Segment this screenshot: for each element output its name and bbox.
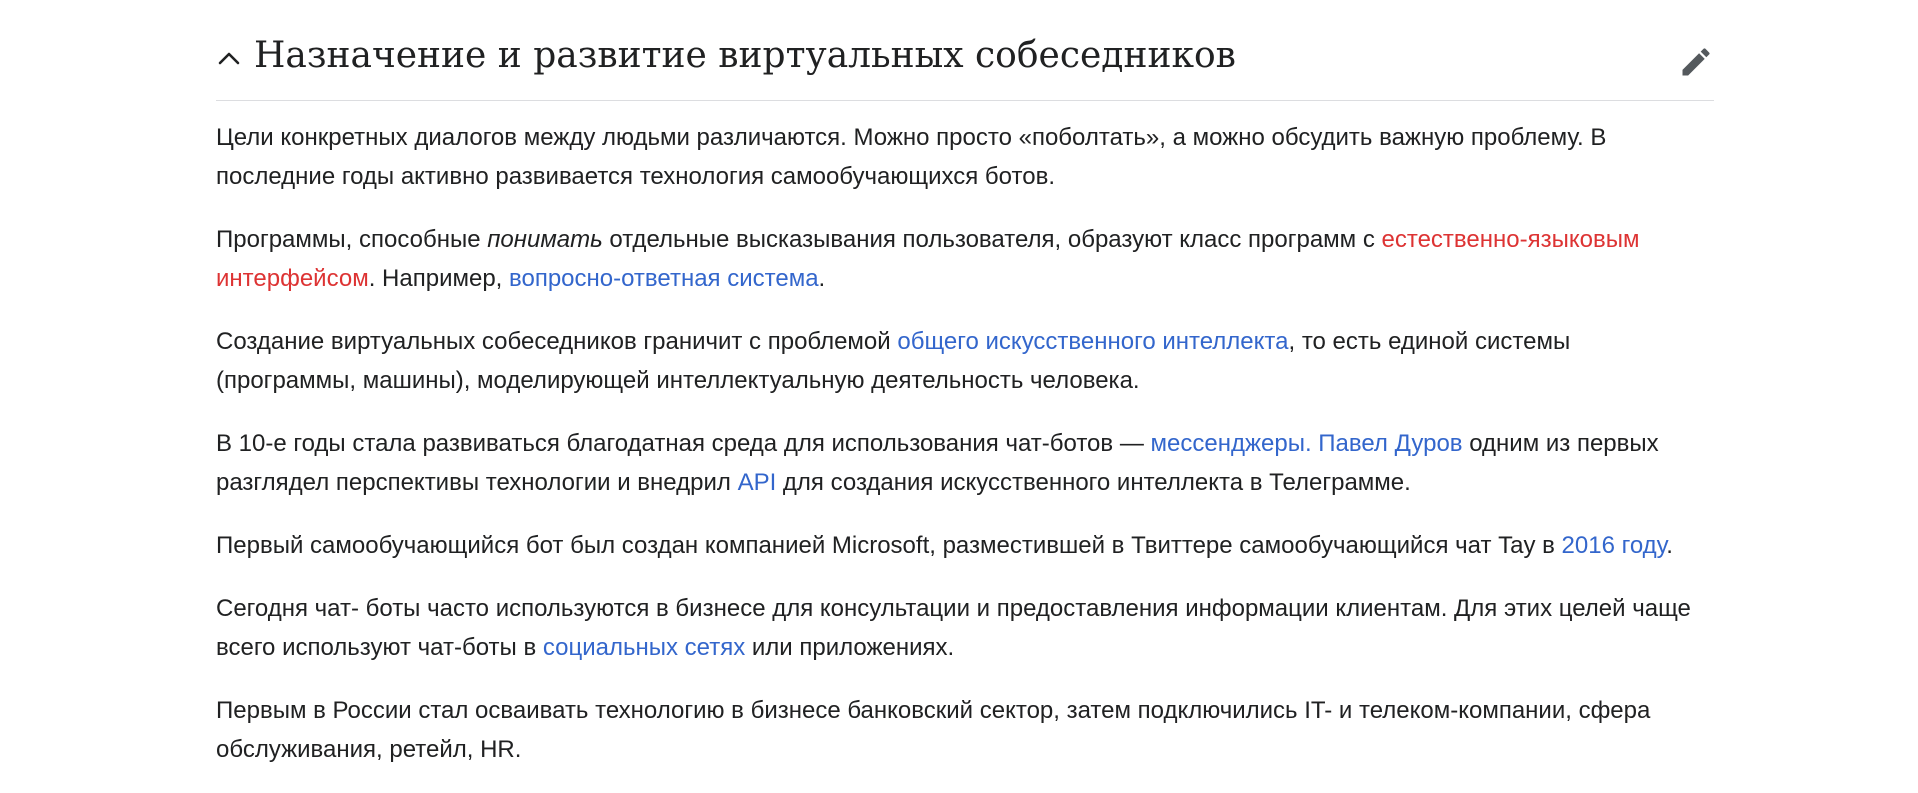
paragraph-goals [216, 118, 1714, 196]
paragraph-agi [216, 322, 1714, 400]
article-section [216, 0, 1714, 793]
italic-term: понимать [487, 226, 603, 253]
paragraph-text: В 10-е годы стала развиваться благодатная среда для использования чат-ботов — [216, 430, 1151, 457]
paragraph-text: или приложениях. [745, 634, 955, 661]
paragraph-russia [216, 691, 1714, 769]
paragraph-text: Цели конкретных диалогов между людьми различаются. Можно просто «поболтать», а можно обсудить важную проблему. В последние годы активно развивается технология самообучающихся ботов. [216, 124, 1607, 190]
paragraph-text: Программы, способные [216, 226, 488, 253]
chevron-up-icon[interactable] [216, 46, 244, 70]
paragraph-text: отдельные высказывания пользователя, образуют класс программ с [602, 226, 1382, 253]
link-2016[interactable]: 2016 году [1561, 532, 1667, 559]
link-pavel-durov[interactable]: Павел Дуров [1318, 430, 1463, 457]
paragraph-messengers [216, 424, 1714, 502]
paragraph-text: . [818, 265, 826, 292]
link-messengers[interactable]: мессенджеры. [1150, 430, 1312, 457]
paragraph-text: Создание виртуальных собеседников граничит с проблемой [216, 328, 898, 355]
paragraph-text: Первым в России стал осваивать технологию в бизнесе банковский сектор, затем подключились IT- и телеком-компании, сфера обслуживания, ретейл, HR. [216, 697, 1651, 763]
link-social-networks[interactable]: социальных сетях [542, 634, 746, 661]
link-api[interactable]: API [737, 469, 777, 496]
section-title: Назначение и развитие виртуальных собеседников [254, 35, 1236, 76]
paragraph-text: , то есть единой системы (программы, машины), моделирующей интеллектуальную деятельность человека. [216, 328, 1571, 394]
paragraph-programs [216, 220, 1714, 298]
paragraph-text: Первый самообучающийся бот был создан компанией Microsoft, разместившей в Твиттере самообучающийся чат Tay в [216, 532, 1562, 559]
link-general-ai[interactable]: общего искусственного интеллекта [897, 328, 1289, 355]
section-header [216, 0, 1714, 101]
paragraph-business [216, 589, 1714, 667]
section-content [216, 101, 1714, 769]
pencil-icon[interactable] [1678, 44, 1714, 80]
paragraph-text: . Например, [368, 265, 509, 292]
paragraph-text: для создания искусственного интеллекта в Телеграмме. [776, 469, 1411, 496]
link-natural-language-interface[interactable]: естественно-языковым интерфейсом [216, 226, 1640, 292]
paragraph-microsoft [216, 526, 1714, 565]
paragraph-text: . [1666, 532, 1673, 559]
link-question-answering-system[interactable]: вопросно-ответная система [509, 265, 819, 292]
paragraph-text: одним из первых разглядел перспективы технологии и внедрил [216, 430, 1659, 496]
paragraph-text: Сегодня чат- боты часто используются в бизнесе для консультации и предоставления информации клиентам. Для этих целей чаще всего используют чат-боты в [216, 595, 1691, 661]
